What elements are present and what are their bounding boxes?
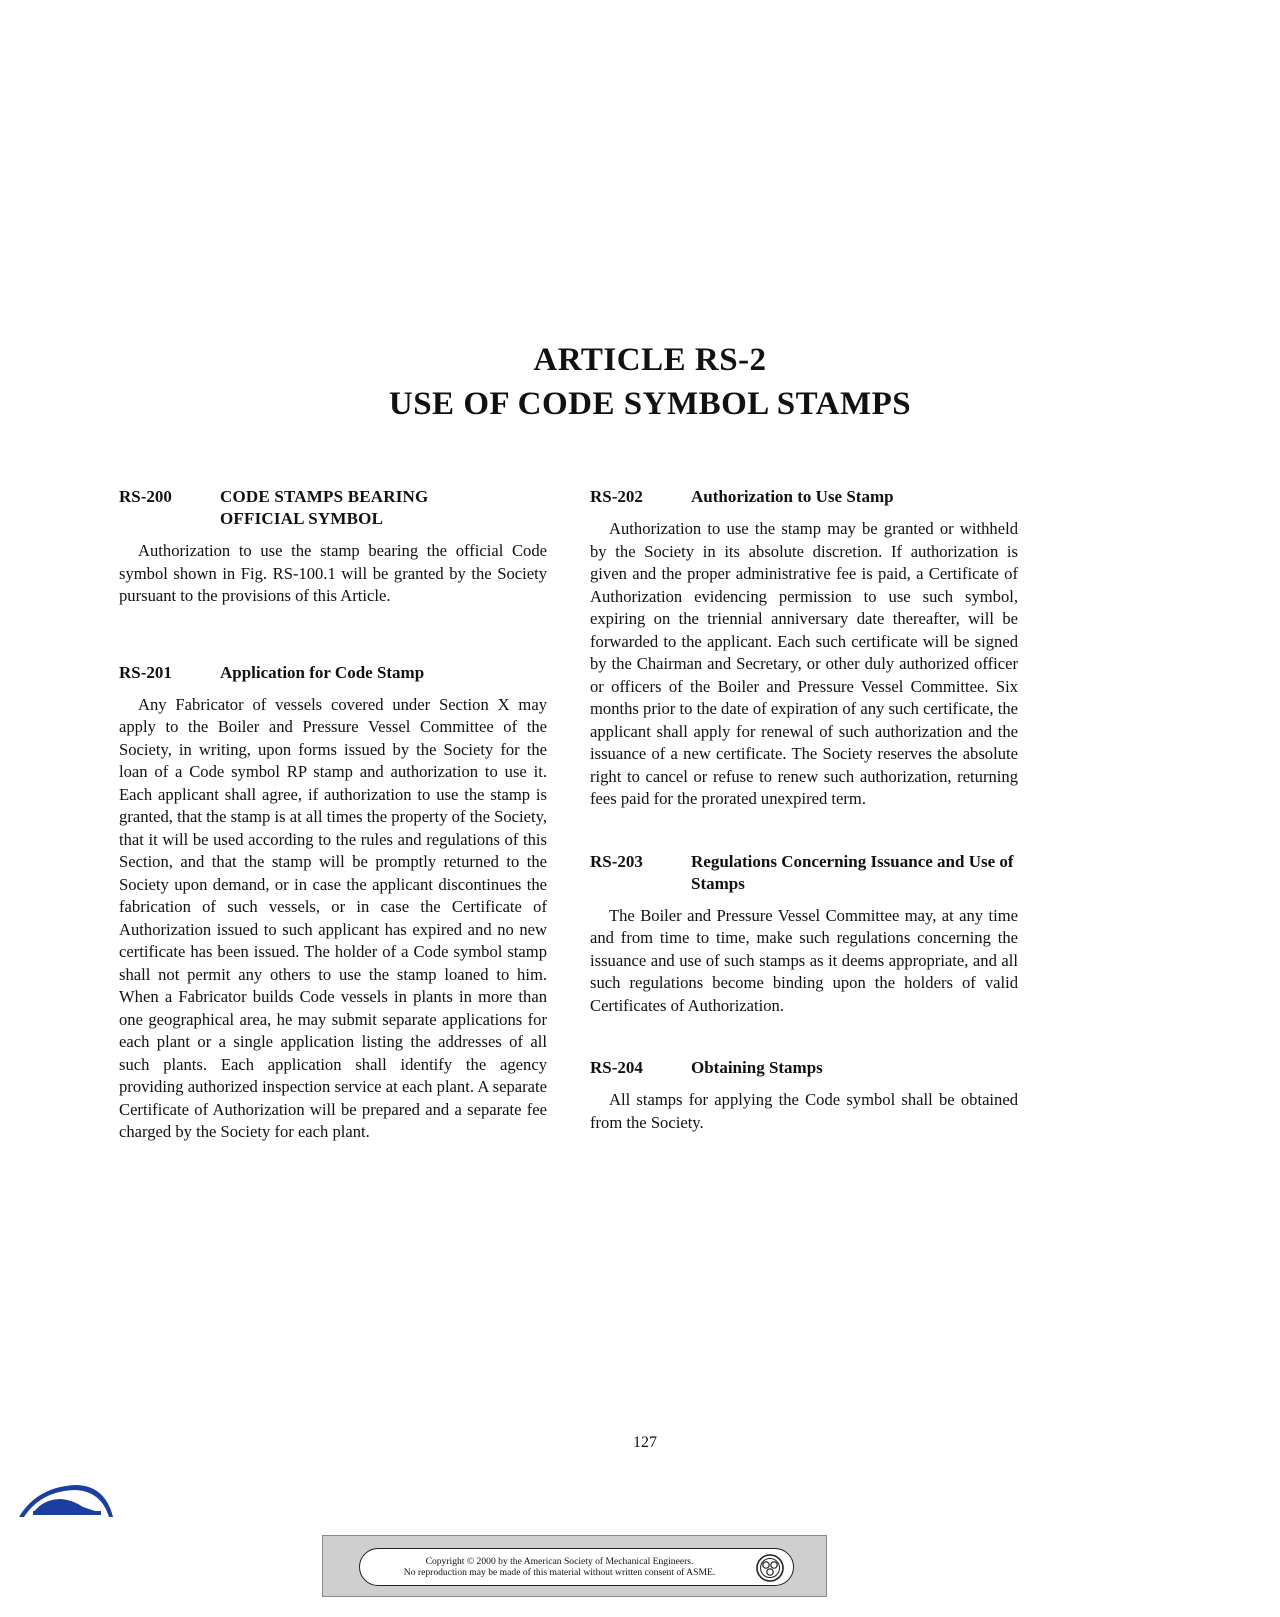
section-heading <box>590 486 1018 508</box>
section-title: CODE STAMPS BEARING OFFICIAL SYMBOL <box>220 487 429 528</box>
section-number: RS-204 <box>590 1058 643 1077</box>
section-body: Authorization to use the stamp may be granted or withheld by the Society in its absolute discretion. If authorization is given and the proper administrative fee is paid, a Certificate of Authorization evidencing permission to use such symbol, expiring on the triennial anniversary date thereafter, will be forwarded to the applicant. Each such certificate will be signed by the Chairman and Secretary, or other duly authorized officer or officers of the Boiler and Pressure Vessel Committee. Six months prior to the date of expiration of any such certificate, the applicant shall apply for renewal of such authorization and the issuance of a new certificate. The Society reserves the absolute right to cancel or refuse to renew such authorization, returning fees paid for the prorated unexpired term. <box>590 519 1018 808</box>
page-number: 127 <box>633 1434 657 1451</box>
section-title: Regulations Concerning Issuance and Use of Stamps <box>691 851 1014 893</box>
section-title: Application for Code Stamp <box>220 662 425 682</box>
asme-seal-icon <box>755 1553 785 1583</box>
section-heading <box>590 1057 1018 1079</box>
left-column <box>119 486 547 1196</box>
section-body: Authorization to use the stamp bearing the official Code symbol shown in Fig. RS-100.1 will be granted by the Society pursuant to the provisions of this Article. <box>119 541 547 605</box>
section-number: RS-201 <box>119 662 172 682</box>
section-heading <box>119 662 547 684</box>
section-number: RS-200 <box>119 487 172 506</box>
section-body: Any Fabricator of vessels covered under Section X may apply to the Boiler and Pressure Vessel Committee of the Society, in writing, upon forms issued by the Society for the loan of a Code symbol RP stamp and authorization to use it. Each applicant shall agree, if authorization to use the stamp is granted, that the stamp is at all times the property of the Society, that it will be used according to the rules and regulations of this Section, and that the stamp will be promptly returned to the Society upon demand, or in case the applicant discontinues the fabrication of such vessels, or in case the Certificate of Authorization issued to such applicant has expired and no new certificate has been issued. The holder of a Code symbol stamp shall not permit any others to use the stamp loaned to him. When a Fabricator builds Code vessels in plants in more than one geographical area, he may submit separate applications for each plant or a single application listing the addresses of all such plants. Each application shall identify the agency providing authorized inspection service at each plant. A separate Certificate of Authorization will be prepared and a separate fee charged by the Society for each plant. <box>119 694 547 1141</box>
section-heading <box>590 851 1018 895</box>
section-rs-201 <box>119 662 547 1144</box>
section-number: RS-203 <box>590 851 643 871</box>
section-title: Authorization to Use Stamp <box>691 487 894 506</box>
copyright-line-2: No reproduction may be made of this material without written consent of ASME. <box>403 1567 716 1578</box>
publisher-logo[interactable] <box>17 1479 117 1519</box>
article-title: USE OF CODE SYMBOL STAMPS <box>388 386 912 422</box>
section-title: Obtaining Stamps <box>691 1058 823 1077</box>
copyright-line-1: Copyright © 2000 by the American Society of Mechanical Engineers. <box>425 1556 694 1567</box>
section-body: The Boiler and Pressure Vessel Committee may, at any time and from time to time, make such regulations concerning the issuance and use of such stamps as it deems appropriate, and all such regulations become binding upon the holders of valid Certificates of Authorization. <box>590 905 1018 1015</box>
section-rs-203 <box>590 851 1018 1018</box>
section-body: All stamps for applying the Code symbol shall be obtained from the Society. <box>590 1090 1018 1132</box>
copyright-notice <box>359 1548 794 1586</box>
section-heading <box>119 486 547 530</box>
section-number: RS-202 <box>590 487 643 506</box>
section-rs-200 <box>119 486 547 608</box>
section-rs-202 <box>590 486 1018 811</box>
article-label: ARTICLE RS-2 <box>533 342 767 378</box>
section-rs-204 <box>590 1057 1018 1134</box>
copyright-bar <box>322 1535 827 1597</box>
right-column <box>590 486 1018 1186</box>
